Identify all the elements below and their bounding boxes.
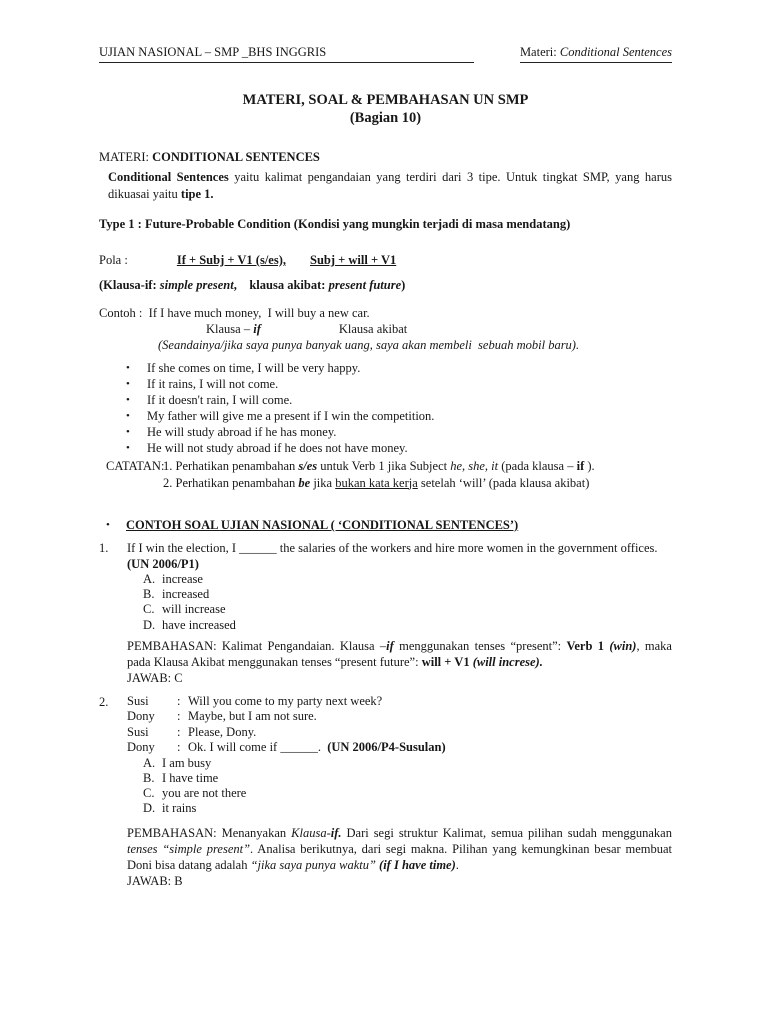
option-text: increase (162, 572, 203, 586)
title-line-1: MATERI, SOAL & PEMBAHASAN UN SMP (242, 92, 529, 108)
pola-line (99, 252, 672, 268)
answer-option (127, 572, 672, 587)
answer-option (127, 801, 672, 816)
option-text: have increased (162, 617, 236, 632)
pembahasan-seg: (win) (609, 638, 637, 653)
materi-paragraph-seg: Conditional Sentences (108, 170, 229, 184)
label-klausa-if-word: if (253, 322, 261, 336)
option-text: I have time (162, 771, 219, 786)
pembahasan-seg: if (386, 638, 394, 653)
answer-option (127, 756, 672, 771)
pembahasan-seg: menggunakan tenses “present”: (393, 638, 567, 653)
pola-formula-if-clause: If + Subj + V1 (s/es), (176, 253, 286, 267)
bullet-icon: • (126, 410, 130, 422)
option-letter: B. (143, 587, 155, 602)
list-item (126, 376, 672, 392)
dialog-speaker: Dony (127, 709, 155, 724)
dialog-line: Will you come to my party next week? (188, 693, 383, 708)
dialog-table (127, 694, 672, 756)
pembahasan-seg: PEMBAHASAN: Kalimat Pengandaian. Klausa – (127, 638, 387, 653)
pembahasan-seg: (will increse). (472, 654, 543, 669)
dialog-colon: : (177, 740, 181, 755)
option-text: you are not there (162, 786, 247, 801)
dialog-colon: : (177, 709, 181, 724)
example-bullet-list (99, 360, 672, 456)
list-item (126, 392, 672, 408)
question-body (127, 694, 672, 889)
catatan-item-1 (163, 458, 672, 475)
dialog-speaker: Susi (127, 724, 149, 739)
answer-option (127, 786, 672, 801)
klausa-tense-line (99, 277, 672, 293)
materi-section-label (99, 149, 672, 165)
dialog-speaker: Dony (127, 740, 155, 755)
contoh-translation: (Seandainya/jika saya punya banyak uang, saya akan membeli sebuah mobil baru). (158, 338, 580, 352)
bullet-text: He will not study abroad if he does not have money. (147, 441, 408, 455)
bullet-text: If it rains, I will not come. (147, 377, 279, 391)
catatan-seg: s/es (298, 459, 318, 473)
document-content (0, 44, 768, 889)
materi-paragraph-seg: yaitu kalimat pengandaian yang terdiri dari 3 tipe. Untuk tingkat SMP, yang harus dikuasai yaitu (108, 170, 672, 201)
catatan-seg: jika (310, 475, 336, 490)
option-letter: D. (143, 801, 156, 816)
catatan-seg: be (298, 475, 311, 490)
jawab-q1: JAWAB: C (127, 670, 183, 685)
answer-option (127, 771, 672, 786)
list-item (126, 408, 672, 424)
catatan-seg: 1. Perhatikan penambahan (163, 459, 299, 473)
dialog-colon: : (177, 724, 181, 739)
option-letter: C. (143, 602, 155, 617)
klausa-seg: present future (328, 278, 402, 292)
dialog-line: Please, Dony. (188, 724, 257, 739)
option-letter: C. (143, 786, 155, 801)
dialog-colon: : (177, 693, 181, 708)
option-text: increased (162, 587, 210, 602)
pembahasan-seg: will + V1 (421, 654, 473, 669)
answer-option (127, 618, 672, 633)
document-title (99, 91, 672, 127)
option-letter: B. (143, 771, 155, 786)
bullet-text: My father will give me a present if I win the competition. (147, 409, 435, 423)
question-1 (99, 540, 672, 686)
option-text: I am busy (162, 755, 212, 770)
question-2 (99, 694, 672, 889)
label-klausa-if-text: Klausa – (206, 322, 254, 336)
bullet-icon: • (126, 426, 130, 438)
question-body (127, 540, 672, 686)
catatan-seg: (pada klausa – (498, 459, 577, 473)
header-left-text: UJIAN NASIONAL – SMP _BHS INGGRIS (99, 44, 474, 63)
pembahasan-seg: . Analisa berikutnya, dari segi makna. Pilihan yang kemungkinan besar membuat Doni bisa datang adalah (127, 841, 673, 872)
jawab-q2: JAWAB: B (127, 873, 183, 888)
dialog-speaker: Susi (127, 693, 149, 708)
contoh-label: Contoh : (99, 306, 143, 320)
bullet-text: If it doesn't rain, I will come. (147, 393, 293, 407)
title-line-2: (Bagian 10) (349, 110, 422, 126)
pembahasan-seg: tenses “simple present” (127, 841, 251, 856)
pembahasan-seg: PEMBAHASAN: Menanyakan (127, 825, 292, 840)
contoh-soal-heading-text: CONTOH SOAL UJIAN NASIONAL ( ‘CONDITIONAL SENTENCES’) (126, 518, 519, 532)
catatan-seg: untuk Verb 1 jika Subject (317, 459, 451, 473)
catatan-label: CATATAN: (106, 459, 165, 473)
list-item (126, 440, 672, 456)
pembahasan-seg: Verb 1 (566, 638, 610, 653)
materi-label-prefix: MATERI: (99, 150, 153, 164)
type1-heading: Type 1 : Future-Probable Condition (Kondisi yang mungkin terjadi di masa mendatang) (99, 217, 571, 231)
materi-paragraph (108, 169, 672, 202)
pola-formula-result-clause: Subj + will + V1 (310, 253, 397, 267)
contoh-clause-labels (99, 321, 672, 337)
catatan-seg: if (576, 459, 585, 473)
catatan-seg: he, she, it (450, 459, 499, 473)
bullet-icon: • (126, 394, 130, 406)
header-right-text (520, 44, 672, 63)
pembahasan-seg: . (455, 857, 459, 872)
answer-option (127, 587, 672, 602)
pembahasan-q2 (127, 825, 672, 873)
catatan-item-2 (163, 475, 672, 492)
materi-label-value: CONDITIONAL SENTENCES (152, 150, 320, 164)
pembahasan-q1 (127, 638, 672, 670)
dialog-line: Maybe, but I am not sure. (188, 709, 317, 724)
klausa-seg: , klausa akibat: (233, 278, 329, 292)
bullet-text: He will study abroad if he has money. (147, 425, 337, 439)
list-item (126, 424, 672, 440)
answer-option (127, 602, 672, 617)
catatan-seg: setelah ‘will’ (pada klausa akibat) (417, 475, 590, 490)
label-klausa-if (206, 322, 261, 336)
catatan-seg: bukan kata kerja (335, 475, 418, 490)
catatan-note (106, 458, 672, 491)
pembahasan-seg: Klausa- (291, 825, 331, 840)
catatan-items (163, 458, 672, 491)
pola-label: Pola : (99, 253, 128, 267)
catatan-seg: ). (584, 459, 595, 473)
bullet-icon: • (126, 378, 130, 390)
dialog-line-text: Ok. I will come if ______. (188, 740, 328, 755)
question-source: (UN 2006/P4-Susulan) (327, 740, 446, 755)
option-text: will increase (162, 602, 226, 617)
bullet-text: If she comes on time, I will be very happy. (147, 361, 361, 375)
option-text: it rains (162, 801, 197, 816)
catatan-seg: 2. Perhatikan penambahan (163, 475, 299, 490)
header-materi-label: Materi: (519, 45, 560, 59)
pembahasan-seg: (if I have time) (379, 857, 456, 872)
bullet-icon: • (126, 362, 130, 374)
dialog-line (188, 740, 672, 756)
question-number: 2. (99, 694, 109, 709)
option-letter: A. (143, 572, 156, 586)
klausa-seg: ) (401, 278, 406, 292)
contoh-soal-heading (106, 517, 672, 533)
bullet-icon: • (126, 442, 130, 454)
pembahasan-seg: “jika saya punya waktu” (250, 857, 380, 872)
list-item (126, 360, 672, 376)
label-klausa-akibat: Klausa akibat (338, 322, 408, 336)
klausa-seg: (Klausa-if: (99, 278, 160, 292)
contoh-sentence: If I have much money, I will buy a new car. (148, 306, 370, 320)
question-source: (UN 2006/P1) (127, 557, 199, 571)
question-text: If I win the election, I ______ the salaries of the workers and hire more women in the government offices. (127, 541, 658, 555)
page-header (99, 44, 672, 63)
question-number: 1. (99, 541, 109, 555)
header-materi-value: Conditional Sentences (559, 45, 672, 59)
option-letter: D. (143, 617, 156, 632)
pembahasan-seg: Dari segi struktur Kalimat, semua pilihan sudah menggunakan (341, 825, 672, 840)
contoh-sentence-line (99, 305, 672, 321)
materi-paragraph-seg: tipe 1. (180, 186, 214, 201)
bullet-icon: • (106, 519, 110, 531)
pembahasan-seg: , maka pada Klausa Akibat menggunakan tenses “present future”: (127, 638, 672, 669)
option-letter: A. (143, 755, 156, 770)
klausa-seg: simple present (159, 278, 234, 292)
pembahasan-seg: if. (330, 825, 342, 840)
